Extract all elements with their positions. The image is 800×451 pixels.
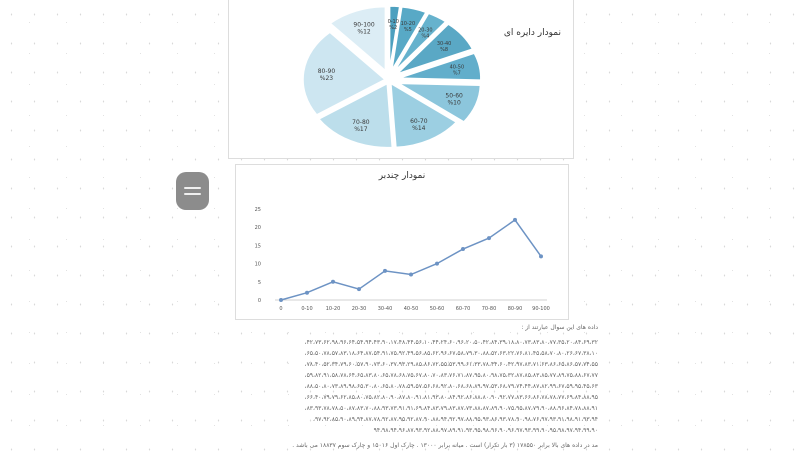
y-tick-label: 15 bbox=[254, 243, 261, 250]
line-chart bbox=[236, 165, 568, 319]
y-tick-label: 25 bbox=[254, 207, 261, 213]
pie-slice-percent-label: %14 bbox=[412, 125, 426, 133]
x-tick-label: 70-80 bbox=[481, 306, 497, 312]
data-point bbox=[357, 287, 361, 291]
data-point bbox=[331, 280, 335, 284]
data-point bbox=[305, 291, 309, 295]
x-tick-label: 20-30 bbox=[351, 306, 367, 312]
data-point bbox=[513, 218, 517, 222]
data-line: ۷۸،۴۰،۵۲،۳۴،۷۹،۶۰،۵۷،۹۰،۷۳،۶۰،۳۷،۹۳،۲۹،۸۵،۸۶،۷۲،۵۵،۵۳،۹۹،۶۱،۳۳،۷۸،۴۴،۶۰،۴۲،۹۷،۸۳،۷۱،۶۳،۸۶،۶۵،۸۶،۵۷،۷۴،۵۵، bbox=[304, 361, 598, 368]
x-tick-label: 0 bbox=[279, 306, 283, 312]
pie-slice-range-label: 70-80 bbox=[352, 118, 370, 126]
data-summary: مد در داده های بالا برابر ۱۷۸۵۵۰ (۳ بار تکرار) است . میانه برابر ۱۳۰۰۰ . چارک اول ۱۵۰۱۶ و چارک سوم ۱۸۸۳۷ می باشد . bbox=[292, 442, 598, 449]
pie-slice-range-label: 50-60 bbox=[445, 92, 463, 100]
data-point bbox=[487, 236, 491, 240]
data-line: ۵۹،۸۲،۹۱،۵۸،۷۸،۶۴،۶۵،۸۳،۸۰،۶۵،۷۸،۶۸،۷۵،۶۷،۸۰،۷۰،۸۳،۷۶،۷۱،۸۷،۹۵،۸۰،۹۸،۷۵،۳۲،۸۷،۸۵،۸۳،۸۵،۷۷،۸۹،۷۵،۸۸،۶۷،۷۷، bbox=[304, 372, 598, 379]
pie-chart bbox=[229, 0, 573, 158]
pie-slice-percent-label: %4 bbox=[421, 33, 430, 40]
pie-chart-card bbox=[228, 0, 574, 159]
y-tick-label: 10 bbox=[254, 261, 261, 268]
pie-slice-percent-label: %17 bbox=[354, 125, 368, 133]
data-line: ۸۳،۹۳،۷۸،۷۸،۵۰،۸۷،۸۳،۷۰،۸۸،۹۳،۷۳،۹۱،۹۱،۶۹،۸۴،۸۳،۷۹،۸۳،۸۷،۷۳،۸۸،۸۷،۸۹،۹۰،۷۵،۹۵،۸۷،۷۹،۹۰،۸۸،۹۶،۸۴،۷۸،۸۸،۹۱، bbox=[304, 405, 598, 412]
pie-slice-percent-label: %7 bbox=[452, 70, 461, 77]
data-point bbox=[461, 247, 465, 251]
x-tick-label: 50-60 bbox=[429, 306, 445, 312]
pie-slice-range-label: 60-70 bbox=[410, 118, 428, 126]
pie-slice-percent-label: %23 bbox=[319, 74, 334, 82]
data-point bbox=[279, 298, 283, 302]
data-caption: داده های این سوال عبارتند از : bbox=[521, 324, 598, 331]
pie-slice-percent-label: %5 bbox=[403, 27, 412, 34]
x-tick-label: 30-40 bbox=[377, 306, 393, 312]
x-tick-label: 10-20 bbox=[325, 306, 341, 312]
pie-chart-title: نمودار دایره ای bbox=[503, 28, 561, 38]
line-chart-card bbox=[235, 164, 569, 320]
data-point bbox=[539, 254, 543, 258]
pie-slice-range-label: 40-50 bbox=[449, 64, 465, 71]
data-point bbox=[383, 269, 387, 273]
pie-slice-range-label: 80-90 bbox=[317, 67, 336, 75]
x-tick-label: 80-90 bbox=[507, 306, 523, 312]
x-tick-label: 60-70 bbox=[455, 306, 471, 312]
pie-slice-range-label: 90-100 bbox=[353, 21, 375, 29]
pie-slice-percent-label: %12 bbox=[357, 28, 371, 36]
x-tick-label: 40-50 bbox=[403, 306, 419, 312]
x-tick-label: 0-10 bbox=[301, 306, 313, 312]
data-line: ۹۴،۹۸،۹۴،۹۶،۸۷،۹۳،۹۲،۸۸،۹۷،۸۹،۹۱،۹۳،۹۵،۹۸،۹۶،۹۰،۹۶،۹۷،۹۳،۹۹،۹۰،۹۵،۹۸،۹۷،۹۴،۹۹،۹۰ bbox=[373, 427, 598, 434]
data-line: ۸۸،۵۰،۸۰،۷۳،۸۹،۹۸،۶۵،۳۰،۸۰،۶۵،۸۰،۷۸،۵۹،۵۷،۵۶،۶۸،۹۲،۸۰،۶۸،۶۸،۸۹،۹۷،۵۳،۶۸،۷۹،۷۴،۴۴،۸۷،۸۲،۹۹،۶۷،۵۹،۹۵،۴۵،۶۳، bbox=[304, 383, 598, 390]
data-point bbox=[435, 262, 439, 266]
pie-slice-percent-label: %10 bbox=[447, 99, 461, 107]
data-line: ۶۵،۵۰،۷۸،۵۷،۸۳،۱۸،۶۴،۸۷،۵۴،۹۱،۷۵،۹۲،۴۹،۵۶،۸۵،۶۲،۹۶،۶۷،۵۸،۷۹،۳۰،۸۸،۵۲،۶۳،۲۲،۷۶،۸۱،۴۵،۵۸،۷۰،۸۰،۲۶،۶۷،۳۸،۱۰، bbox=[304, 350, 598, 357]
pie-slice-percent-label: %8 bbox=[440, 47, 449, 54]
menu-icon-bar bbox=[184, 187, 201, 189]
series-line bbox=[281, 220, 541, 300]
line-chart-title: نمودار چندبر bbox=[378, 171, 426, 181]
data-text-block bbox=[226, 322, 598, 451]
x-tick-label: 90-100 bbox=[532, 306, 550, 312]
menu-icon-bar bbox=[184, 193, 201, 195]
data-line: ۹۷،۹۲،۸۵،۹۰،۸۹،۹۴،۸۷،۷۸،۹۲،۸۷،۹۵،۹۲،۸۷،۹۰،۸۸،۹۴،۹۲،۹۷،۸۸،۹۵،۹۳،۸۶،۹۳،۷۸،۹۰،۹۸،۷۶،۹۷،۹۳،۹۱،۹۸،۹۱،۹۳،۹۴، bbox=[313, 416, 598, 423]
y-tick-label: 5 bbox=[257, 279, 261, 286]
pie-slice-range-label: 20-30 bbox=[418, 27, 433, 34]
pie-slice-range-label: 30-40 bbox=[436, 41, 452, 48]
y-tick-label: 20 bbox=[254, 225, 261, 232]
menu-button[interactable] bbox=[176, 172, 209, 210]
data-line: ۴۲،۷۳،۶۲،۹۸،۹۶،۶۴،۵۴،۹۴،۴۳،۹۰،۱۷،۴۸،۴۴،۵۶،۱۰،۴۴،۲۴،۶۰،۹۶،۲۰،۵۰،۴۲،۸۴،۳۹،۱۸،۸۰،۷۳،۸۳،۸۰،۷۷،۳۵،۲۰،۸۴،۶۹،۳۲، bbox=[304, 339, 598, 346]
data-point bbox=[409, 273, 413, 277]
pie-slice-range-label: 10-20 bbox=[400, 21, 416, 28]
pie-slice-range-label: 0-10 bbox=[387, 19, 399, 26]
data-line: ۶۶،۴۰،۷۹،۷۹،۶۲،۸۵،۸۰،۷۵،۸۲،۸۰،۹۰،۸۷،۸۰،۹۱،۸۱،۹۳،۸۰،۸۴،۹۲،۸۶،۸۸،۸۰،۹۰،۹۲،۷۷،۸۳،۶۶،۸۶،۷۸،۷۸،۷۷،۶۹،۸۴،۸۸،۹۵، bbox=[304, 394, 598, 401]
pie-slice-percent-label: %2 bbox=[389, 25, 398, 32]
y-tick-label: 0 bbox=[257, 298, 261, 304]
